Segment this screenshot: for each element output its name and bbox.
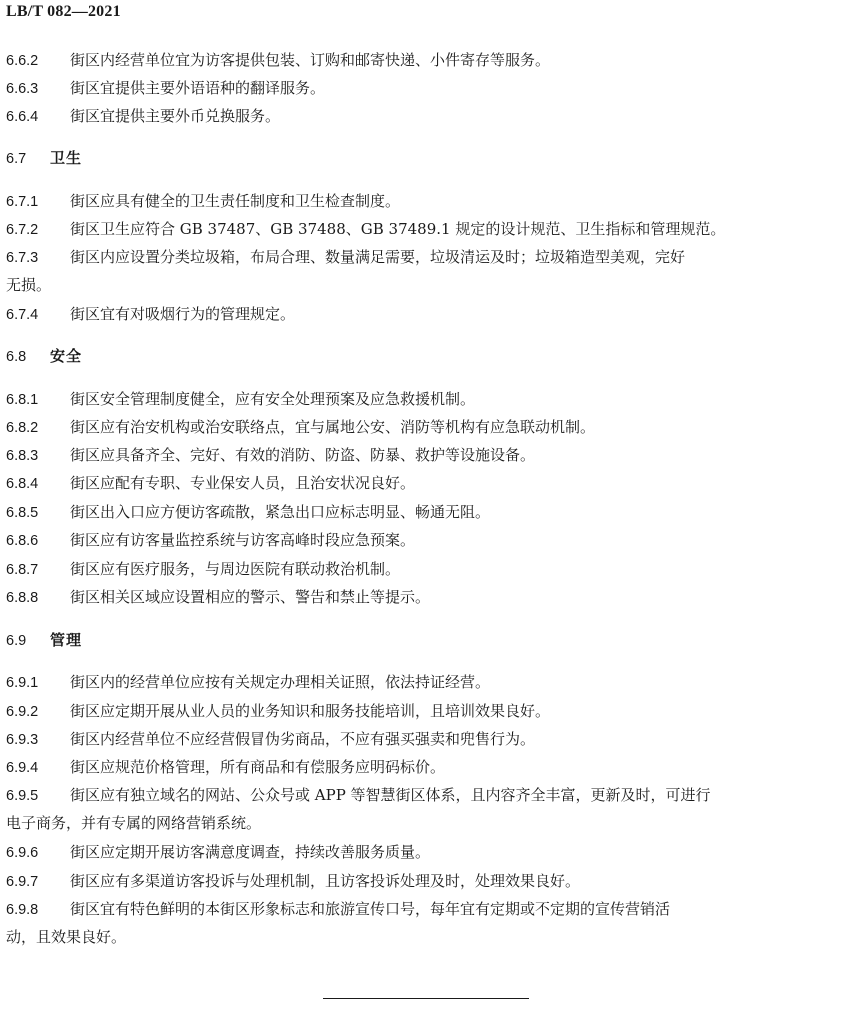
clause-6-8-7 [6,560,846,579]
clause-number: 6.6.2 [6,53,39,69]
clause-6-7-1 [6,192,846,211]
clause-number: 6.7.2 [6,222,39,238]
clause-number: 6.8.4 [6,476,39,492]
clause-text: 街区应有多渠道访客投诉与处理机制，且访客投诉处理及时，处理效果良好。 [70,872,581,890]
clause-text: 街区内经营单位不应经营假冒伪劣商品，不应有强买强卖和兜售行为。 [70,730,536,748]
clause-6-8-3 [6,446,846,465]
clause-6-7-3 [6,248,846,295]
clause-number: 6.8.1 [6,392,39,408]
section-title: 管理 [50,631,83,649]
section-title: 安全 [50,347,83,365]
section-heading-6-8 [6,347,846,366]
clause-text: 街区相关区域应设置相应的警示、警告和禁止等提示。 [70,588,431,606]
clause-number: 6.7.4 [6,307,39,323]
clause-number: 6.9.2 [6,704,39,720]
clause-number: 6.7.1 [6,194,39,210]
clause-number: 6.9.5 [6,788,39,804]
clause-number: 6.8.6 [6,533,39,549]
section-title: 卫生 [50,149,83,167]
clause-text: 街区宜有特色鲜明的本街区形象标志和旅游宣传口号，每年宜有定期或不定期的宣传营销活 [70,900,671,918]
clause-text: 街区应有独立域名的网站、公众号或 APP 等智慧街区体系，且内容齐全丰富，更新及时，可进行 [70,786,711,804]
clause-text: 街区卫生应符合 GB 37487、GB 37488、GB 37489.1 规定的设计规范、卫生指标和管理规范。 [70,220,726,238]
standard-code: LB/T 082—2021 [6,3,121,20]
clause-6-9-5 [6,786,846,833]
clause-6-7-2 [6,220,846,239]
clause-text: 街区内经营单位宜为访客提供包装、订购和邮寄快递、小件寄存等服务。 [70,51,551,69]
clause-text: 街区宜有对吸烟行为的管理规定。 [70,305,296,323]
clause-6-9-7 [6,872,846,891]
clause-text: 街区应具有健全的卫生责任制度和卫生检查制度。 [70,192,401,210]
clause-6-8-1 [6,390,846,409]
clause-text: 街区出入口应方便访客疏散，紧急出口应标志明显、畅通无阻。 [70,503,491,521]
clause-6-6-4 [6,107,846,126]
clause-text: 街区应配有专职、专业保安人员，且治安状况良好。 [70,474,416,492]
section-heading-6-7 [6,149,846,168]
clause-6-8-8 [6,588,846,607]
section-number: 6.8 [6,349,27,365]
section-number: 6.9 [6,633,27,649]
end-of-document-rule [323,998,529,999]
clause-number: 6.9.7 [6,874,39,890]
clause-text: 街区内的经营单位应按有关规定办理相关证照，依法持证经营。 [70,673,491,691]
clause-6-8-2 [6,418,846,437]
clause-6-9-2 [6,702,846,721]
clause-text: 街区应有访客量监控系统与访客高峰时段应急预案。 [70,531,416,549]
section-heading-6-9 [6,631,846,650]
clause-6-9-8 [6,900,846,947]
clause-text: 街区应有治安机构或治安联络点，宜与属地公安、消防等机构有应急联动机制。 [70,418,596,436]
clause-text: 街区安全管理制度健全，应有安全处理预案及应急救援机制。 [70,390,476,408]
clause-number: 6.6.4 [6,109,39,125]
clause-text-continuation: 动，且效果良好。 [6,928,127,946]
clause-text: 街区应有医疗服务，与周边医院有联动救治机制。 [70,560,401,578]
clause-text: 街区应具备齐全、完好、有效的消防、防盗、防暴、救护等设施设备。 [70,446,536,464]
clause-number: 6.9.1 [6,675,39,691]
clause-text: 街区应定期开展访客满意度调查，持续改善服务质量。 [70,843,431,861]
clause-6-8-5 [6,503,846,522]
clause-text: 街区宜提供主要外语语种的翻译服务。 [70,79,326,97]
clause-text: 街区应规范价格管理，所有商品和有偿服务应明码标价。 [70,758,446,776]
clause-number: 6.9.4 [6,760,39,776]
clause-number: 6.8.2 [6,420,39,436]
clause-6-8-4 [6,474,846,493]
clause-6-6-2 [6,51,846,70]
clause-number: 6.9.3 [6,732,39,748]
clause-number: 6.9.6 [6,845,39,861]
clause-6-9-1 [6,673,846,692]
clause-6-9-4 [6,758,846,777]
clause-6-8-6 [6,531,846,550]
clause-6-6-3 [6,79,846,98]
clause-number: 6.9.8 [6,902,39,918]
clause-number: 6.8.3 [6,448,39,464]
clause-text: 街区宜提供主要外币兑换服务。 [70,107,281,125]
clause-number: 6.6.3 [6,81,39,97]
section-number: 6.7 [6,151,27,167]
clause-text: 街区应定期开展从业人员的业务知识和服务技能培训，且培训效果良好。 [70,702,551,720]
clause-6-9-3 [6,730,846,749]
clause-number: 6.8.7 [6,562,39,578]
clause-6-7-4 [6,305,846,324]
clause-text-continuation: 电子商务，并有专属的网络营销系统。 [6,814,262,832]
clause-number: 6.8.8 [6,590,39,606]
clause-number: 6.8.5 [6,505,39,521]
clause-text: 街区内应设置分类垃圾箱，布局合理、数量满足需要，垃圾清运及时；垃圾箱造型美观，完好 [70,248,686,266]
clause-number: 6.7.3 [6,250,39,266]
clause-6-9-6 [6,843,846,862]
clause-text-continuation: 无损。 [6,276,52,294]
